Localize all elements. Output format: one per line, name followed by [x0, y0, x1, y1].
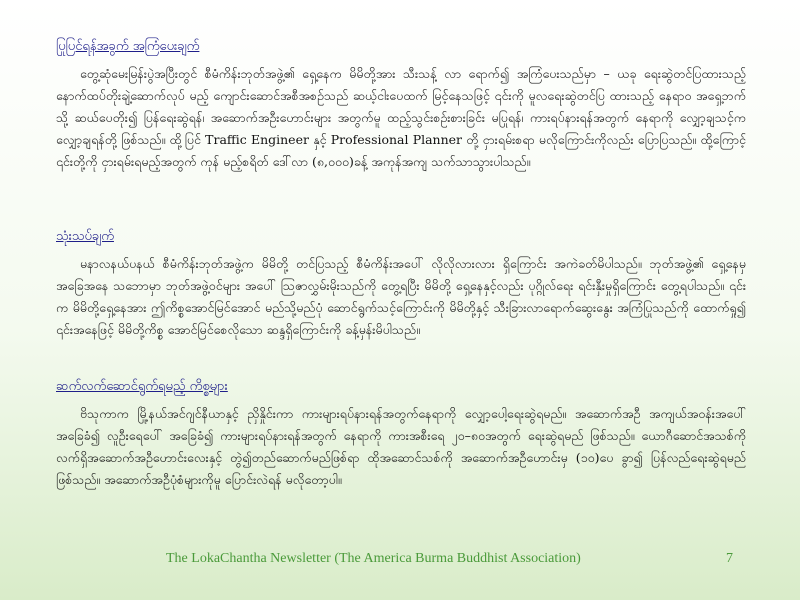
section-heading: သုံးသပ်ချက် — [56, 229, 114, 244]
page-footer — [0, 551, 800, 571]
section-paragraph: ဗိသုကာက မြို့နယ်အင်ဂျင်နီယာနှင့် ညှိနှိုင်းကာ ကားများရပ်နားရန်အတွက်နေရာကို လျှော့ပေါ့ရေးဆွဲရမည်။ အဆောက်အဦ အကျယ်အဝန်းအပေါ် အခြေခံ၍ လူဦးရေပေါ် အခြေခံ၍ ကားများရပ်နားရန်အတွက် နေရာကို ကားအစီးရေ ၂၀–၈၀အတွက် ရေးဆွဲရမည် ဖြစ်သည်။ ယောဂီဆောင်အသစ်ကို လက်ရှိအဆောက်အဦဟောင်းလေးနှင့် တွဲ၍တည်ဆောက်မည်ဖြစ်ရာ ထိုအဆောင်သစ်ကို အဆောက်အဦဟောင်းမှ (၁၀)ပေ ခွာ၍ ပြန်လည်ရေးဆွဲရမည် ဖြစ်သည်။ အဆောက်အဦပုံစံများကိုမူ ပြောင်းလဲရန် မလိုတော့ပါ။ — [56, 406, 746, 487]
section-paragraph: မနာလနယ်ပနယ် စီမံကိန်းဘုတ်အဖွဲ့က မိမိတို့ တင်ပြသည့် စီမံကိန်းအပေါ် လိုလိုလားလား ရှိကြောင်း အကဲခတ်မိပါသည်။ ဘုတ်အဖွဲ့၏ ရှေ့နေမှ အခြေအနေ သဘောမှာ ဘုတ်အဖွဲ့ဝင်များ အပေါ် ဩဇာလွှမ်းမိုးသည်ကို တွေ့ရပြီး မိမိတို့ ရှေ့နေနှင့်လည်း ပုဂ္ဂိုလ်ရေး ရင်းနှီးမှုရှိကြောင်း တွေ့ရပါသည်။ ၎င်းက မိမိတို့ရှေ့နေအား ဤကိစ္စအောင်မြင်အောင် မည်သို့မည်ပုံ ဆောင်ရွက်သင့်ကြောင်းကို မိမိတို့နှင့် သီးခြားလာရောက်ဆွေးနွေး အကြံပြုသည်ကို ထောက်ရှု၍ ၎င်းအနေဖြင့် မိမိတို့ကိစ္စ အောင်မြင်စေလိုသော ဆန္ဒရှိကြောင်းကို ခန့်မှန်းမိပါသည်။ — [56, 256, 746, 337]
section-paragraph: တွေ့ဆုံမေးမြန်းပွဲအပြီးတွင် စီမံကိန်းဘုတ်အဖွဲ့၏ ရှေ့နေက မိမိတို့အား သီးသန့် လာ ရောက်၍ အကြံပေးသည်မှာ – ယခု ရေးဆွဲတင်ပြထားသည့် နောက်ထပ်တိုးချဲ့ဆောက်လုပ် မည့် ကျောင်းဆောင်အစီအစဉ်သည် ဆယ့်ငါးပေထက် မြင့်နေသဖြင့် ၎င်းကို မူလရေးဆွဲတင်ပြ ထားသည့် နေရာဝ အရှေ့ဘက်သို့ ဆယ်ပေတိုး၍ ပြန်ရေးဆွဲရန်၊ အဆောက်အဦးဟောင်းများ အတွက်မူ ထည့်သွင်းစဉ်းစားခြင်း မပြုရန်၊ ကားရပ်နားရန်အတွက် နေရာကို လျှော့ချသင့်က လျှော့ချရန်တို့ ဖြစ်သည်။ ထို့ပြင် Traffic Engineer နှင့် Professional Planner တို့ ငှားရမ်းစရာ မလိုကြောင်းကိုလည်း ပြောပြသည်။ ထို့ကြောင့် ၎င်းတို့ကို ငှားရမ်းရမည့်အတွက် ကုန် မည့်စရိတ် ဒေါ်လာ (၈,၀၀၀)ခန့် အကုန်အကျ သက်သာသွားပါသည်။ — [56, 66, 746, 169]
page-number: 7 — [726, 551, 733, 566]
section-assessment — [56, 228, 746, 341]
section-recommendation — [56, 38, 746, 173]
section-heading: ပြုပြင်ရန်အခွက် အကြံပေးချက် — [56, 39, 200, 54]
section-next-steps — [56, 378, 746, 491]
footer-title: The LokaChantha Newsletter (The America Burma Buddhist Association) — [166, 551, 581, 566]
section-heading: ဆက်လက်ဆောင်ရွက်ရမည့် ကိစ္စများ — [56, 379, 228, 394]
